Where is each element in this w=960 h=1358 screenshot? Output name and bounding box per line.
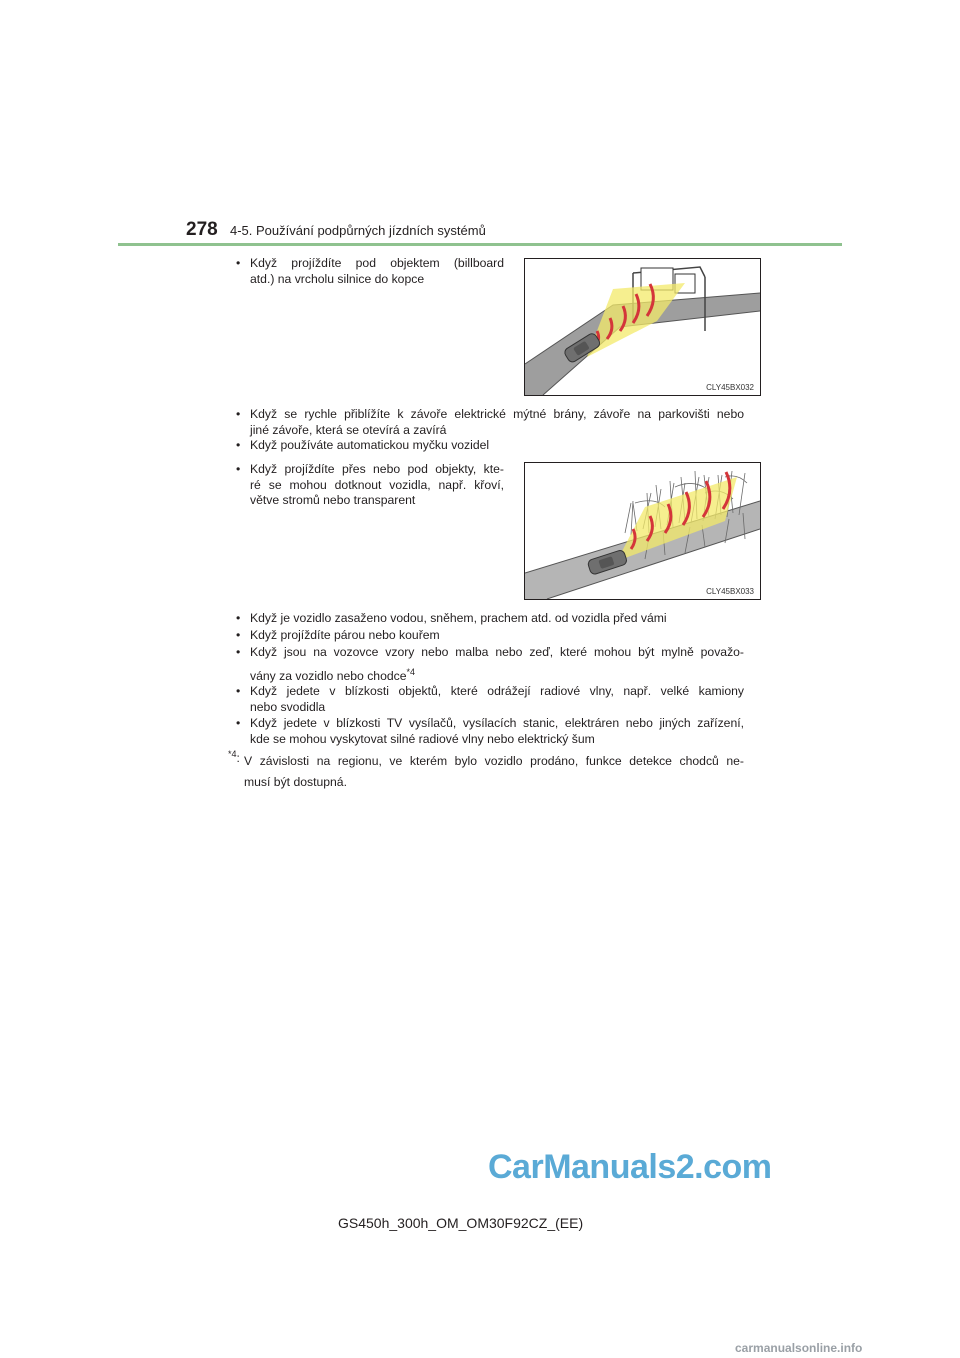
bullet-dot: • bbox=[236, 407, 241, 421]
bullet-dot: • bbox=[236, 645, 241, 659]
list-item bbox=[236, 645, 744, 684]
figure-id: CLY45BX032 bbox=[706, 383, 754, 392]
list-item-text: vány za vozidlo nebo chodce bbox=[250, 668, 407, 683]
footnote bbox=[244, 751, 744, 793]
list-item-line bbox=[250, 665, 744, 685]
section-title: 4-5. Používání podpůrných jízdních systémů bbox=[230, 223, 486, 238]
list-item bbox=[236, 256, 504, 287]
illustration-bushes bbox=[524, 462, 761, 600]
list-item bbox=[236, 407, 744, 438]
footnote-ref: *4 bbox=[406, 666, 416, 677]
bullet-dot: • bbox=[236, 611, 241, 625]
list-item-text: jiné závoře, která se otevírá a zavírá bbox=[250, 422, 447, 437]
bullet-dot: • bbox=[236, 438, 241, 452]
list-item-text: Když se rychle přiblížíte k závoře elektrické mýtné brány, závoře na parkovišti nebo bbox=[250, 407, 744, 421]
watermark: CarManuals2.com bbox=[488, 1148, 772, 1186]
bullet-dot: • bbox=[236, 628, 241, 642]
illustration-billboard-hill bbox=[524, 258, 761, 396]
footnote-mark: $^{*4}$: bbox=[228, 749, 240, 765]
footnote-mark-text: *4 bbox=[228, 749, 237, 759]
list-item bbox=[236, 684, 744, 715]
bullet-dot: • bbox=[236, 462, 241, 476]
list-item-text: ré se mohou dotknout vozidla, např. křoví, bbox=[250, 477, 504, 492]
list-item-text: větve stromů nebo transparent bbox=[250, 493, 416, 507]
bushes-drawing bbox=[525, 463, 760, 599]
list-item bbox=[236, 611, 744, 627]
header-rule bbox=[118, 243, 842, 246]
list-item-text: Když projíždíte přes nebo pod objekty, kte- bbox=[250, 462, 504, 476]
page-number: 278 bbox=[186, 219, 218, 240]
list-item-text: Když jedete v blízkosti TV vysílačů, vysílacích stanic, elektráren nebo jiných zařízení, bbox=[250, 716, 744, 730]
list-item-text: Když je vozidlo zasaženo vodou, sněhem, prachem atd. od vozidla před vámi bbox=[250, 611, 667, 625]
bullet-dot: • bbox=[236, 684, 241, 698]
list-item-text: Když projíždíte pod objektem (billboard bbox=[250, 256, 504, 270]
list-item-text: Když jedete v blízkosti objektů, které odrážejí radiové vlny, např. velké kamiony bbox=[250, 684, 744, 698]
list-item bbox=[236, 462, 504, 509]
list-item-text: nebo svodidla bbox=[250, 699, 326, 714]
footnote-text: V závislosti na regionu, ve kterém bylo vozidlo prodáno, funkce detekce chodců ne- bbox=[244, 754, 744, 768]
figure-id: CLY45BX033 bbox=[706, 587, 754, 596]
bullet-dot: • bbox=[236, 256, 241, 270]
list-item-text: Když používáte automatickou myčku vozidel bbox=[250, 438, 490, 452]
footnote-text: musí být dostupná. bbox=[244, 775, 347, 789]
bullet-dot: • bbox=[236, 716, 241, 730]
list-item-text: atd.) na vrcholu silnice do kopce bbox=[250, 271, 425, 286]
list-item bbox=[236, 438, 744, 454]
list-item-text: Když projíždíte párou nebo kouřem bbox=[250, 628, 440, 642]
watermark-secondary: carmanualsonline.info bbox=[735, 1341, 863, 1355]
list-item bbox=[236, 628, 744, 644]
list-item-text: Když jsou na vozovce vzory nebo malba nebo zeď, které mohou být mylně považo- bbox=[250, 645, 744, 659]
document-code: GS450h_300h_OM_OM30F92CZ_(EE) bbox=[338, 1215, 584, 1231]
billboard-hill-drawing bbox=[525, 259, 760, 395]
list-item bbox=[236, 716, 744, 747]
list-item-text: kde se mohou vyskytovat silné radiové vlny nebo elektrický šum bbox=[250, 731, 595, 746]
